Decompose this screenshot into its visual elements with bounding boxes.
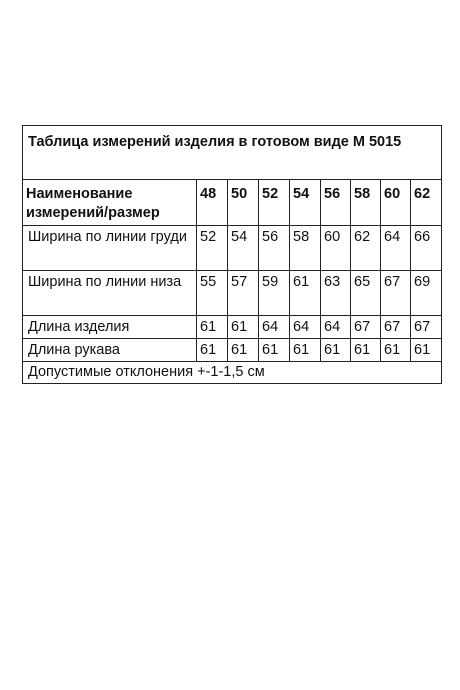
measurement-value: 67	[381, 316, 411, 339]
measurement-value: 65	[351, 271, 381, 316]
note-row	[23, 362, 442, 384]
size-header: 54	[290, 180, 321, 226]
measurement-value: 54	[228, 226, 259, 271]
table-row	[23, 339, 442, 362]
measurement-value: 60	[321, 226, 351, 271]
measurement-name: Длина рукава	[23, 339, 197, 362]
measurement-value: 66	[411, 226, 442, 271]
measurement-value: 61	[259, 339, 290, 362]
size-header: 48	[197, 180, 228, 226]
table-row	[23, 271, 442, 316]
measurement-value: 62	[351, 226, 381, 271]
measurement-value: 61	[351, 339, 381, 362]
measurement-value: 67	[381, 271, 411, 316]
measurement-name: Ширина по линии низа	[23, 271, 197, 316]
measurement-value: 61	[381, 339, 411, 362]
measurement-value: 64	[290, 316, 321, 339]
size-header: 56	[321, 180, 351, 226]
measurement-value: 61	[228, 316, 259, 339]
measurement-name: Ширина по линии груди	[23, 226, 197, 271]
size-header: 58	[351, 180, 381, 226]
table-row	[23, 316, 442, 339]
measurement-value: 63	[321, 271, 351, 316]
table-title: Таблица измерений изделия в готовом виде М 5015	[23, 126, 442, 180]
measurement-value: 61	[290, 271, 321, 316]
measurement-value: 57	[228, 271, 259, 316]
measurement-value: 64	[259, 316, 290, 339]
measurement-value: 61	[411, 339, 442, 362]
measurement-value: 52	[197, 226, 228, 271]
measurement-value: 69	[411, 271, 442, 316]
header-label: Наименование измерений/размер	[23, 180, 197, 226]
header-row	[23, 180, 442, 226]
measurement-value: 67	[411, 316, 442, 339]
measurement-value: 59	[259, 271, 290, 316]
measurement-value: 67	[351, 316, 381, 339]
size-header: 50	[228, 180, 259, 226]
measurement-value: 61	[197, 316, 228, 339]
measurement-value: 64	[381, 226, 411, 271]
measurement-name: Длина изделия	[23, 316, 197, 339]
measurement-value: 61	[290, 339, 321, 362]
tolerance-note: Допустимые отклонения +-1-1,5 см	[23, 362, 442, 384]
table-row	[23, 226, 442, 271]
measurement-value: 55	[197, 271, 228, 316]
size-header: 60	[381, 180, 411, 226]
measurement-value: 61	[228, 339, 259, 362]
measurement-value: 61	[321, 339, 351, 362]
measurement-value: 64	[321, 316, 351, 339]
measurement-value: 61	[197, 339, 228, 362]
measurement-value: 58	[290, 226, 321, 271]
size-header: 62	[411, 180, 442, 226]
measurement-value: 56	[259, 226, 290, 271]
measurement-table	[22, 125, 442, 384]
size-header: 52	[259, 180, 290, 226]
title-row	[23, 126, 442, 180]
